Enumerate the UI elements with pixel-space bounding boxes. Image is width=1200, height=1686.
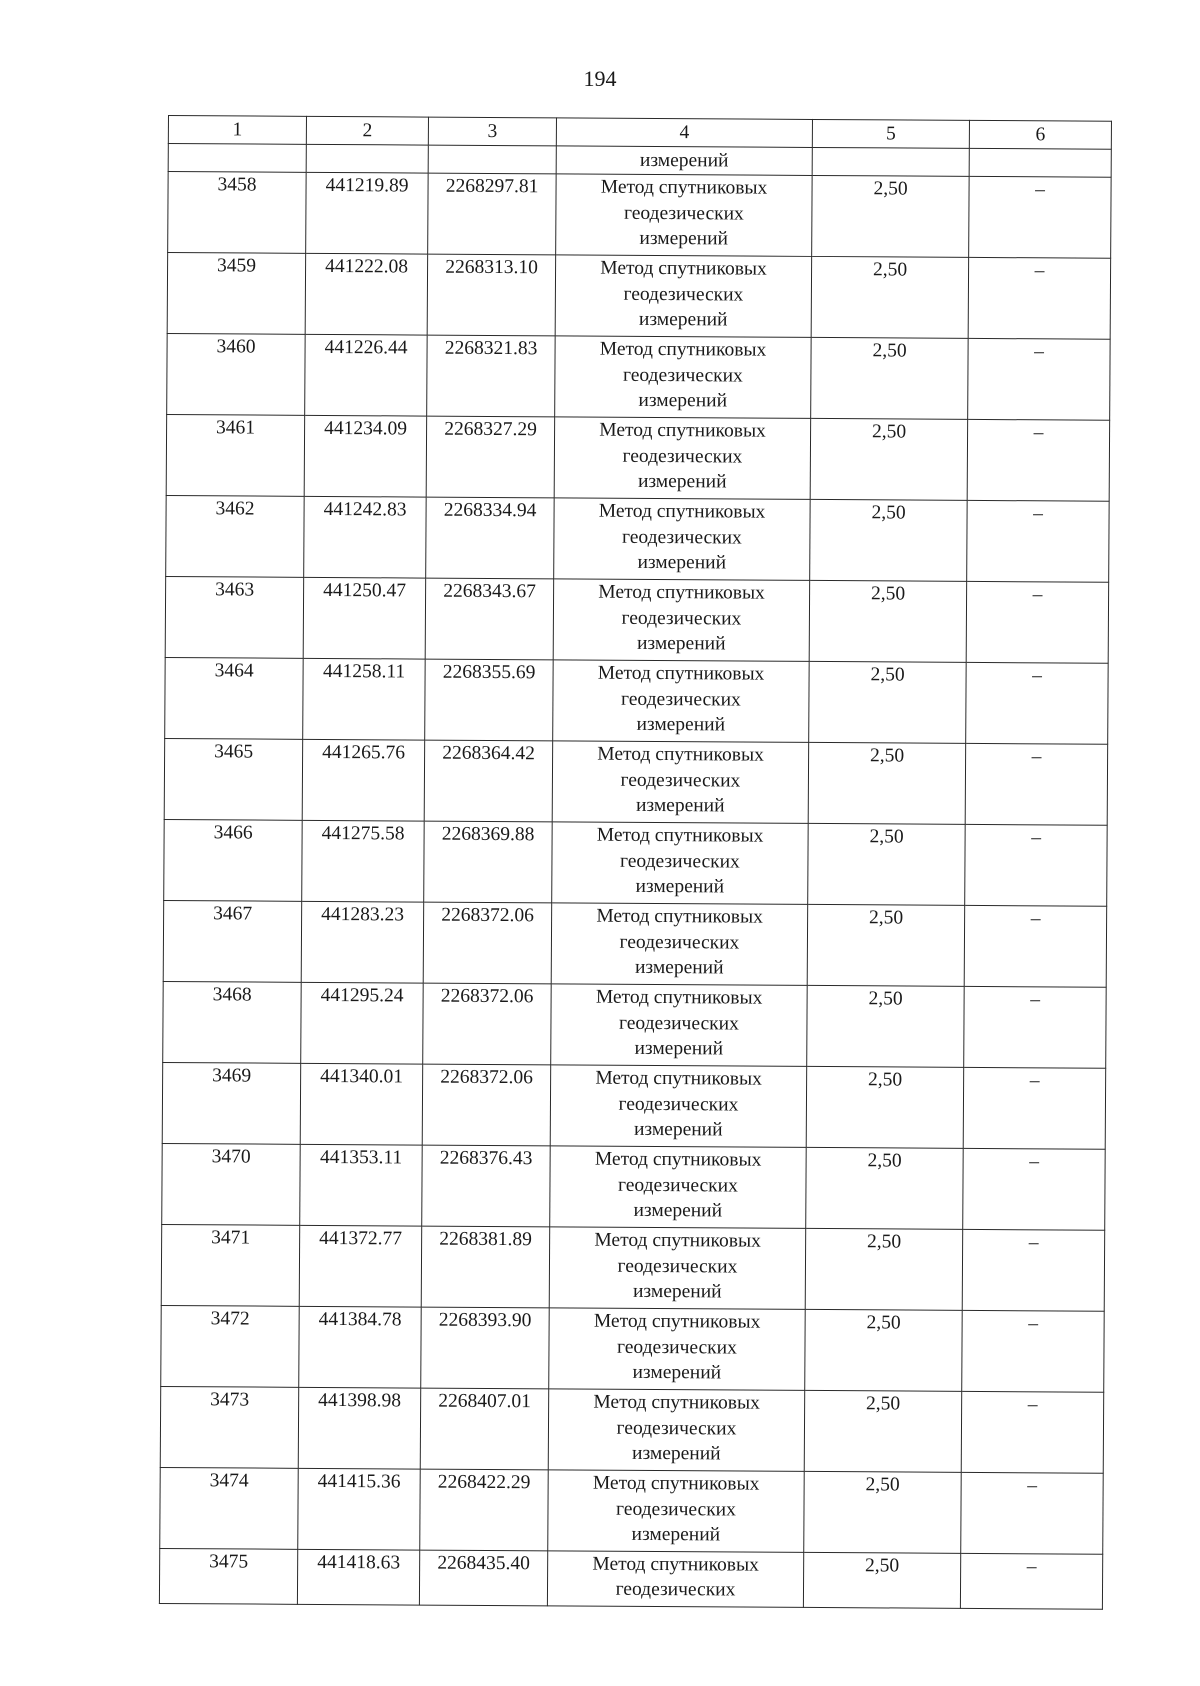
note-cell: – (968, 338, 1110, 420)
coordinate-y-cell: 2268334.94 (426, 497, 554, 579)
method-line: геодезических (618, 1012, 739, 1035)
continuation-cell-empty (306, 144, 428, 173)
point-number-cell: 3468 (163, 981, 301, 1063)
continuation-cell-empty (168, 144, 306, 173)
point-number-cell: 3462 (166, 495, 304, 577)
coordinate-y-cell: 2268372.06 (423, 902, 551, 984)
coordinate-x-cell: 441295.24 (301, 982, 423, 1064)
note-cell: – (961, 1472, 1103, 1554)
method-line: геодезических (617, 1336, 737, 1358)
coordinate-x-cell: 441340.01 (300, 1063, 422, 1145)
column-header-4: 4 (556, 118, 812, 148)
method-line: геодезических (621, 607, 742, 630)
coordinate-y-cell: 2268422.29 (420, 1469, 548, 1551)
coordinate-x-cell: 441418.63 (297, 1549, 419, 1605)
point-number-cell: 3472 (161, 1305, 299, 1387)
method-cell (551, 984, 807, 1067)
accuracy-cell: 2,50 (812, 175, 969, 257)
method-cell (548, 1470, 804, 1553)
method-line: Метод спутниковых (598, 500, 766, 523)
point-number-cell: 3461 (166, 414, 304, 496)
coordinate-x-cell: 441250.47 (303, 577, 425, 659)
column-header-5: 5 (812, 119, 969, 148)
method-cell (553, 660, 809, 743)
table-row (163, 900, 1106, 987)
point-number-cell: 3475 (159, 1548, 297, 1604)
accuracy-cell: 2,50 (804, 1471, 961, 1553)
point-number-cell: 3469 (162, 1062, 300, 1144)
column-header-2: 2 (306, 116, 428, 145)
accuracy-cell: 2,50 (807, 985, 964, 1067)
coordinate-y-cell: 2268393.90 (421, 1307, 549, 1389)
method-line: геодезических (619, 931, 740, 954)
method-cell (547, 1551, 803, 1608)
continuation-cell-empty (969, 148, 1111, 177)
note-cell: – (963, 1148, 1105, 1230)
continuation-cell-empty (812, 147, 969, 176)
column-header-1: 1 (168, 116, 306, 145)
point-number-cell: 3466 (164, 819, 302, 901)
accuracy-cell: 2,50 (803, 1552, 960, 1608)
point-number-cell: 3471 (161, 1224, 299, 1306)
method-line: геодезических (621, 526, 742, 549)
method-line: измерений (632, 1280, 722, 1303)
method-line: измерений (636, 632, 726, 655)
table-row (162, 1143, 1105, 1230)
accuracy-cell: 2,50 (805, 1228, 962, 1310)
method-cell (551, 903, 807, 986)
method-cell (549, 1308, 805, 1391)
method-line: Метод спутниковых (594, 1229, 761, 1252)
coordinate-x-cell: 441372.77 (299, 1225, 421, 1307)
method-cell (556, 174, 812, 257)
method-line: геодезических (616, 1417, 737, 1439)
point-number-cell: 3460 (167, 333, 305, 415)
method-line: измерений (635, 794, 725, 817)
table-row (160, 1467, 1103, 1554)
method-cell (554, 417, 810, 500)
coordinate-y-cell: 2268407.01 (420, 1388, 548, 1470)
coordinate-y-cell: 2268372.06 (423, 983, 551, 1065)
point-number-cell: 3459 (167, 253, 305, 335)
coordinate-x-cell: 441384.78 (299, 1306, 421, 1388)
coordinate-y-cell: 2268381.89 (421, 1226, 549, 1308)
column-header-3: 3 (428, 117, 556, 146)
continuation-cell-empty (428, 145, 556, 174)
method-line: геодезических (618, 1093, 739, 1116)
coordinate-y-cell: 2268343.67 (425, 578, 553, 660)
point-number-cell: 3473 (160, 1386, 298, 1468)
method-line: геодезических (622, 445, 743, 468)
method-line: Метод спутниковых (597, 662, 765, 685)
method-line: геодезических (623, 283, 744, 306)
coordinate-x-cell: 441398.98 (298, 1387, 420, 1469)
method-line: Метод спутниковых (599, 338, 767, 361)
table-row (168, 172, 1111, 259)
method-line: измерений (638, 308, 728, 331)
method-line: геодезических (623, 202, 744, 225)
method-cell (549, 1227, 805, 1310)
column-header-6: 6 (969, 120, 1111, 149)
method-cell (553, 579, 809, 662)
coordinate-x-cell: 441222.08 (305, 253, 427, 335)
coordinate-y-cell: 2268435.40 (419, 1550, 547, 1606)
table-row (166, 414, 1109, 501)
point-number-cell: 3467 (163, 900, 301, 982)
method-line: геодезических (622, 364, 743, 387)
method-line: геодезических (620, 688, 741, 711)
note-cell: – (963, 1067, 1105, 1149)
method-cell (555, 336, 811, 419)
table-row (162, 1062, 1105, 1149)
note-cell: – (965, 743, 1107, 825)
method-line: измерений (633, 1118, 723, 1141)
coordinate-x-cell: 441226.44 (305, 334, 427, 416)
coordinate-x-cell: 441283.23 (301, 901, 423, 983)
method-cell (550, 1146, 806, 1229)
table-row (166, 495, 1109, 582)
coordinate-x-cell: 441219.89 (306, 172, 428, 254)
method-cell (548, 1389, 804, 1472)
note-cell: – (960, 1553, 1102, 1609)
coordinate-x-cell: 441415.36 (298, 1468, 420, 1550)
note-cell: – (962, 1229, 1104, 1311)
accuracy-cell: 2,50 (811, 337, 968, 419)
method-line: геодезических (619, 850, 740, 873)
note-cell: – (965, 824, 1107, 906)
point-number-cell: 3464 (165, 657, 303, 739)
table-row (164, 819, 1107, 906)
note-cell: – (969, 176, 1111, 258)
method-line: измерений (632, 1361, 722, 1384)
note-cell: – (964, 986, 1106, 1068)
accuracy-cell: 2,50 (804, 1390, 961, 1472)
method-line: измерений (636, 713, 726, 736)
accuracy-cell: 2,50 (806, 1147, 963, 1229)
coordinates-table (159, 115, 1112, 1610)
method-line: геодезических (615, 1578, 736, 1601)
accuracy-cell: 2,50 (805, 1309, 962, 1391)
method-line: геодезических (617, 1255, 738, 1277)
table-body (159, 144, 1111, 1610)
note-cell: – (961, 1391, 1103, 1473)
coordinate-y-cell: 2268372.06 (422, 1064, 550, 1146)
method-line: геодезических (620, 769, 741, 792)
table-row (167, 253, 1110, 340)
method-line: Метод спутниковых (592, 1472, 760, 1495)
method-line: измерений (638, 389, 728, 412)
accuracy-cell: 2,50 (811, 256, 968, 338)
method-line: Метод спутниковых (595, 1067, 762, 1090)
method-cell (552, 822, 808, 905)
point-number-cell: 3470 (162, 1143, 300, 1225)
table-row (167, 333, 1110, 420)
method-line: Метод спутниковых (596, 824, 764, 847)
accuracy-cell: 2,50 (808, 742, 965, 824)
accuracy-cell: 2,50 (808, 823, 965, 905)
point-number-cell: 3474 (160, 1467, 298, 1549)
coordinate-x-cell: 441353.11 (300, 1144, 422, 1226)
point-number-cell: 3458 (168, 172, 306, 254)
accuracy-cell: 2,50 (806, 1066, 963, 1148)
coordinate-y-cell: 2268376.43 (422, 1145, 550, 1227)
method-line: Метод спутниковых (593, 1310, 761, 1333)
method-line: измерений (634, 1037, 724, 1060)
method-line: Метод спутниковых (600, 257, 767, 280)
method-line: измерений (631, 1523, 721, 1546)
page-number: 194 (583, 66, 617, 91)
method-line: Метод спутниковых (595, 986, 763, 1009)
method-line: Метод спутниковых (600, 176, 768, 199)
coordinate-x-cell: 441258.11 (303, 658, 425, 740)
method-cell (552, 741, 808, 824)
accuracy-cell: 2,50 (810, 499, 967, 581)
point-number-cell: 3463 (165, 576, 303, 658)
accuracy-cell: 2,50 (809, 580, 966, 662)
table-row (163, 981, 1106, 1068)
coordinate-y-cell: 2268355.69 (425, 659, 553, 741)
coordinate-x-cell: 441275.58 (302, 820, 424, 902)
coordinate-x-cell: 441265.76 (302, 739, 424, 821)
method-cell (550, 1065, 806, 1148)
method-line: геодезических (618, 1174, 738, 1197)
method-line: Метод спутниковых (596, 905, 763, 928)
note-cell: – (966, 581, 1108, 663)
method-cell (554, 498, 810, 581)
coordinate-y-cell: 2268364.42 (424, 740, 552, 822)
method-line: Метод спутниковых (597, 743, 764, 766)
continuation-method-text: измерений (556, 146, 812, 176)
note-cell: – (962, 1310, 1104, 1392)
coordinate-x-cell: 441234.09 (304, 415, 426, 497)
method-cell (555, 255, 811, 338)
table-row (165, 576, 1108, 663)
point-number-cell: 3465 (164, 738, 302, 820)
method-line: измерений (631, 1442, 721, 1465)
table-row (161, 1305, 1104, 1392)
method-line: Метод спутниковых (593, 1391, 760, 1414)
method-line: измерений (633, 1199, 723, 1222)
table-row (165, 657, 1108, 744)
method-line: измерений (637, 470, 727, 493)
method-line: Метод спутниковых (599, 419, 766, 442)
note-cell: – (966, 662, 1108, 744)
accuracy-cell: 2,50 (809, 661, 966, 743)
coordinate-y-cell: 2268313.10 (427, 254, 555, 336)
coordinate-y-cell: 2268369.88 (424, 821, 552, 903)
method-line: Метод спутниковых (594, 1148, 762, 1171)
table-row (164, 738, 1107, 825)
method-line: измерений (634, 956, 724, 979)
method-line: Метод спутниковых (592, 1553, 759, 1576)
coordinate-y-cell: 2268321.83 (427, 335, 555, 417)
coordinate-x-cell: 441242.83 (304, 496, 426, 578)
accuracy-cell: 2,50 (807, 904, 964, 986)
method-line: измерений (639, 227, 729, 250)
method-line: геодезических (616, 1498, 736, 1520)
table-row (160, 1386, 1103, 1473)
note-cell: – (967, 500, 1109, 582)
coordinate-y-cell: 2268297.81 (428, 173, 556, 255)
coordinate-y-cell: 2268327.29 (426, 416, 554, 498)
method-line: Метод спутниковых (598, 581, 765, 604)
table-row (159, 1548, 1102, 1609)
note-cell: – (967, 419, 1109, 501)
table-row (161, 1224, 1104, 1311)
method-line: измерений (635, 875, 725, 898)
method-line: измерений (637, 551, 727, 574)
note-cell: – (968, 257, 1110, 339)
note-cell: – (964, 905, 1106, 987)
accuracy-cell: 2,50 (810, 418, 967, 500)
